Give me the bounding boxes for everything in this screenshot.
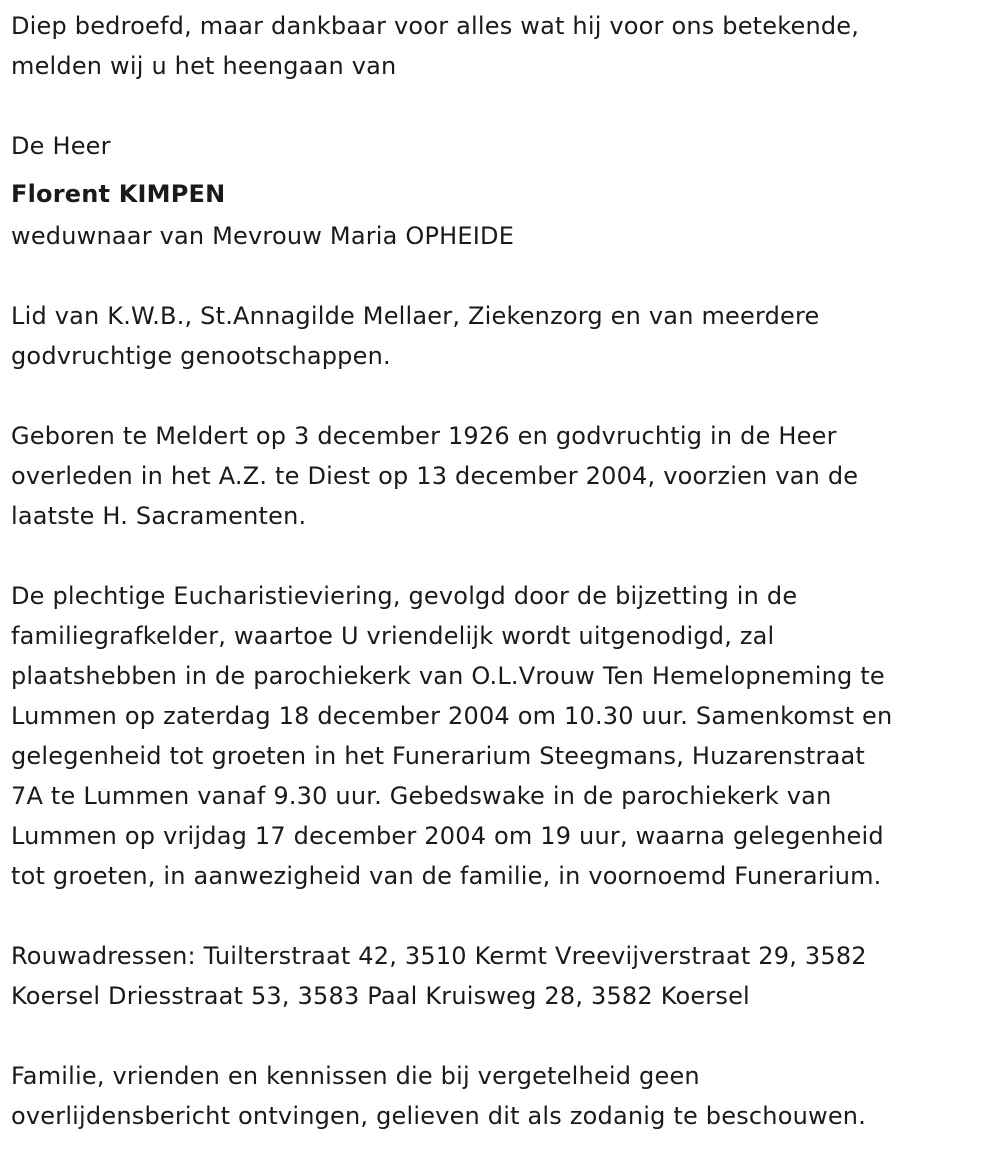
text-line: laatste H. Sacramenten. [11,502,307,530]
paragraph-spacer [11,86,976,126]
spouse-line: weduwnaar van Mevrouw Maria OPHEIDE [11,222,515,250]
text-line: Koersel Driesstraat 53, 3583 Paal Kruisweg 28, 3582 Koersel [11,982,750,1010]
honorific-title: De Heer [11,132,111,160]
text-line: gelegenheid tot groeten in het Funerarium Steegmans, Huzarenstraat [11,742,866,770]
text-line: Geboren te Meldert op 3 december 1926 en godvruchtig in de Heer [11,422,837,450]
deceased-name: Florent KIMPEN [11,180,226,208]
paragraph-spacer [11,536,976,576]
text-line: familiegrafkelder, waartoe U vriendelijk wordt uitgenodigd, zal [11,622,775,650]
closing-paragraph [11,1056,976,1136]
text-line: overlijdensbericht ontvingen, gelieven dit als zodanig te beschouwen. [11,1102,867,1130]
paragraph-spacer [11,1016,976,1056]
text-line: Lummen op vrijdag 17 december 2004 om 19 uur, waarna gelegenheid [11,822,884,850]
text-line: Lummen op zaterdag 18 december 2004 om 10.30 uur. Samenkomst en [11,702,893,730]
intro-paragraph [11,6,976,86]
ceremony-paragraph [11,576,976,896]
birth-death-paragraph [11,416,976,536]
text-line: De plechtige Eucharistieviering, gevolgd door de bijzetting in de [11,582,798,610]
text-line: tot groeten, in aanwezigheid van de familie, in voornoemd Funerarium. [11,862,882,890]
text-line: overleden in het A.Z. te Diest op 13 december 2004, voorzien van de [11,462,859,490]
addresses-paragraph [11,936,976,1016]
text-line: Diep bedroefd, maar dankbaar voor alles wat hij voor ons betekende, [11,12,860,40]
paragraph-spacer [11,376,976,416]
text-line: Lid van K.W.B., St.Annagilde Mellaer, Ziekenzorg en van meerdere [11,302,820,330]
text-line: melden wij u het heengaan van [11,52,397,80]
text-line: 7A te Lummen vanaf 9.30 uur. Gebedswake in de parochiekerk van [11,782,832,810]
text-line: plaatshebben in de parochiekerk van O.L.Vrouw Ten Hemelopneming te [11,662,885,690]
paragraph-spacer [11,896,976,936]
text-line: Familie, vrienden en kennissen die bij vergetelheid geen [11,1062,700,1090]
text-line: Rouwadressen: Tuilterstraat 42, 3510 Kermt Vreevijverstraat 29, 3582 [11,942,867,970]
text-line: godvruchtige genootschappen. [11,342,391,370]
membership-paragraph [11,296,976,376]
paragraph-spacer [11,256,976,296]
